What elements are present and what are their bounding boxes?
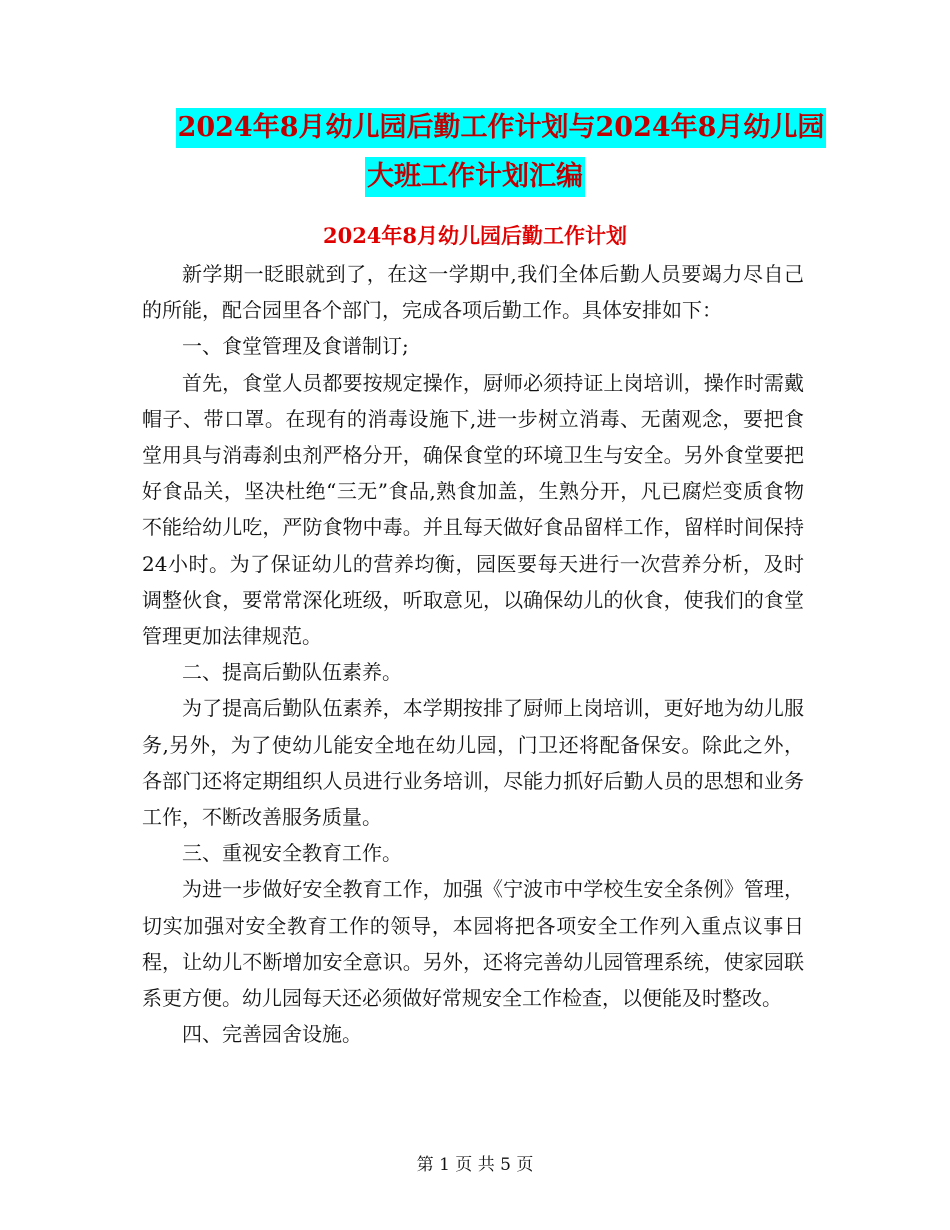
- section-title: 2024年8月幼儿园后勤工作计划: [322, 223, 628, 248]
- page-footer: [0, 1153, 950, 1177]
- paragraph-safety-education: 为进一步做好安全教育工作，加强《宁波市中学校生安全条例》管理，切实加强对安全教育工作的领导，本园将把各项安全工作列入重点议事日程，让幼儿不断增加安全意识。另外，还将完善幼儿园管理系统，使家园联系更方便。幼儿园每天还必须做好常规安全工作检查，以便能及时整改。: [142, 877, 804, 1011]
- paragraph-staff-quality: 为了提高后勤队伍素养，本学期按排了厨师上岗培训，更好地为幼儿服务,另外，为了使幼儿能安全地在幼儿园，门卫还将配备保安。除此之外，各部门还将定期组织人员进行业务培训，尽能力抓好后勤人员的思想和业务工作，不断改善服务质量。: [142, 696, 804, 830]
- heading-staff-quality: 二、提高后勤队伍素养。: [182, 660, 402, 685]
- document-title-line-2: 大班工作计划汇编: [365, 157, 585, 197]
- heading-canteen-management: 一、食堂管理及食谱制订;: [182, 334, 409, 359]
- paragraph-intro: 新学期一眨眼就到了，在这一学期中,我们全体后勤人员要竭力尽自己的所能，配合园里各个部门，完成各项后勤工作。具体安排如下：: [142, 262, 804, 323]
- page-number: 第 1 页 共 5 页: [416, 1155, 534, 1175]
- heading-safety-education: 三、重视安全教育工作。: [182, 841, 402, 866]
- document-title: [0, 108, 950, 197]
- paragraph-canteen: 首先，食堂人员都要按规定操作，厨师必须持证上岗培训，操作时需戴帽子、带口罩。在现有的消毒设施下,进一步树立消毒、无菌观念，要把食堂用具与消毒刹虫剂严格分开，确保食堂的环境卫生与安全。另外食堂要把好食品关，坚决杜绝“三无”食品,熟食加盖，生熟分开，凡已腐烂变质食物不能给幼儿吃，严防食物中毒。并且每天做好食品留样工作，留样时间保持24小时。为了保证幼儿的营养均衡，园医要每天进行一次营养分析，及时调整伙食，要常常深化班级，听取意见，以确保幼儿的伙食，使我们的食堂管理更加法律规范。: [142, 370, 804, 649]
- document-body: [142, 256, 804, 1052]
- document-title-line-1: 2024年8月幼儿园后勤工作计划与2024年8月幼儿园: [176, 108, 827, 148]
- heading-facilities: 四、完善园舍设施。: [182, 1022, 362, 1047]
